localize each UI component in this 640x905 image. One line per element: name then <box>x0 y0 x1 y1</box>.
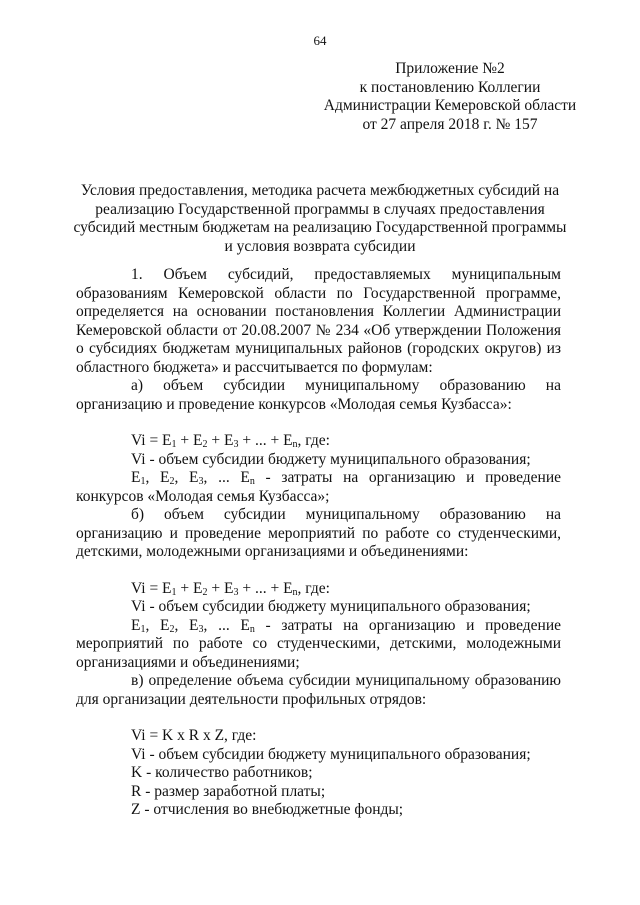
item-b-vi-definition: Vi - объем субсидии бюджету муниципального образования; <box>131 598 531 615</box>
item-c-vi-definition: Vi - объем субсидии бюджету муниципального образования; <box>131 745 531 763</box>
appendix-line-1: Приложение №2 <box>395 60 505 77</box>
item-b-text: б) объем субсидии муниципальному образованию на организацию и проведение мероприятий по работе со студенческими, детскими, молодежными организациями и объединениями: <box>76 506 561 560</box>
item-c-k-definition: K - количество работников; <box>131 764 313 781</box>
item-a-e-definition: $E_1$, $E_2$, $E_3$, ... $E_n$ - затраты на организацию и проведение конкурсов «Молодая семья Кузбасса»; <box>76 469 562 505</box>
item-a-text: а) объем субсидии муниципальному образованию на организацию и проведение конкурсов «Молодая семья Кузбасса»: <box>76 377 561 413</box>
item-a-vi-definition: Vi - объем субсидии бюджету муниципального образования; <box>131 450 531 468</box>
item-c-z-definition: Z - отчисления во внебюджетные фонды; <box>131 801 404 818</box>
item-c-r-definition: R - размер заработной платы; <box>131 782 326 800</box>
appendix-line-3: Администрации Кемеровской области <box>323 97 577 114</box>
paragraph-1-body: образованиям Кемеровской области по Государственной программе, определяется на основании постановления Коллегии Администрации Кемеровской области от 20.08.2007 № 234 «Об утверждении Положения о субсидиях бюджетам муниципальных районов (городских округов) из областного бюджета» и рассчитывается по формулам: <box>76 284 561 376</box>
appendix-line-4: от 27 апреля 2018 г. № 157 <box>362 115 538 133</box>
item-b-e-definition: $E_1$, $E_2$, $E_3$, ... $E_n$ - затраты на организацию и проведение мероприятий по работе со студенческими, детскими, молодежными организациями и объединениями; <box>76 616 562 671</box>
item-c-text: в) определение объема субсидии муниципальному образованию для организации деятельности профильных отрядов: <box>76 672 561 708</box>
appendix-line-2: к постановлению Коллегии <box>359 78 541 96</box>
title-line-2: реализацию Государственной программы в случаях предоставления <box>95 200 545 218</box>
title-line-1: Условия предоставления, методика расчета межбюджетных субсидий на <box>80 182 560 199</box>
item-a-formula: $Vi = E_1 + E_2 + E_3$ + ... + $E_n$, где: <box>131 432 330 450</box>
appendix-header <box>300 60 600 134</box>
document-body <box>76 266 561 820</box>
title-line-4: и условия возврата субсидии <box>224 237 416 255</box>
item-c-formula: Vi = K x R x Z, где: <box>131 727 257 744</box>
title-line-3: субсидий местным бюджетам на реализацию Государственной программы <box>73 219 567 236</box>
paragraph-1-first-line: 1. Объем субсидий, предоставляемых муниципальным <box>131 266 561 283</box>
document-title <box>60 182 580 256</box>
page-number: 64 <box>313 33 327 48</box>
item-b-formula: $Vi = E_1 + E_2 + E_3$ + ... + $E_n$, где: <box>131 579 330 598</box>
